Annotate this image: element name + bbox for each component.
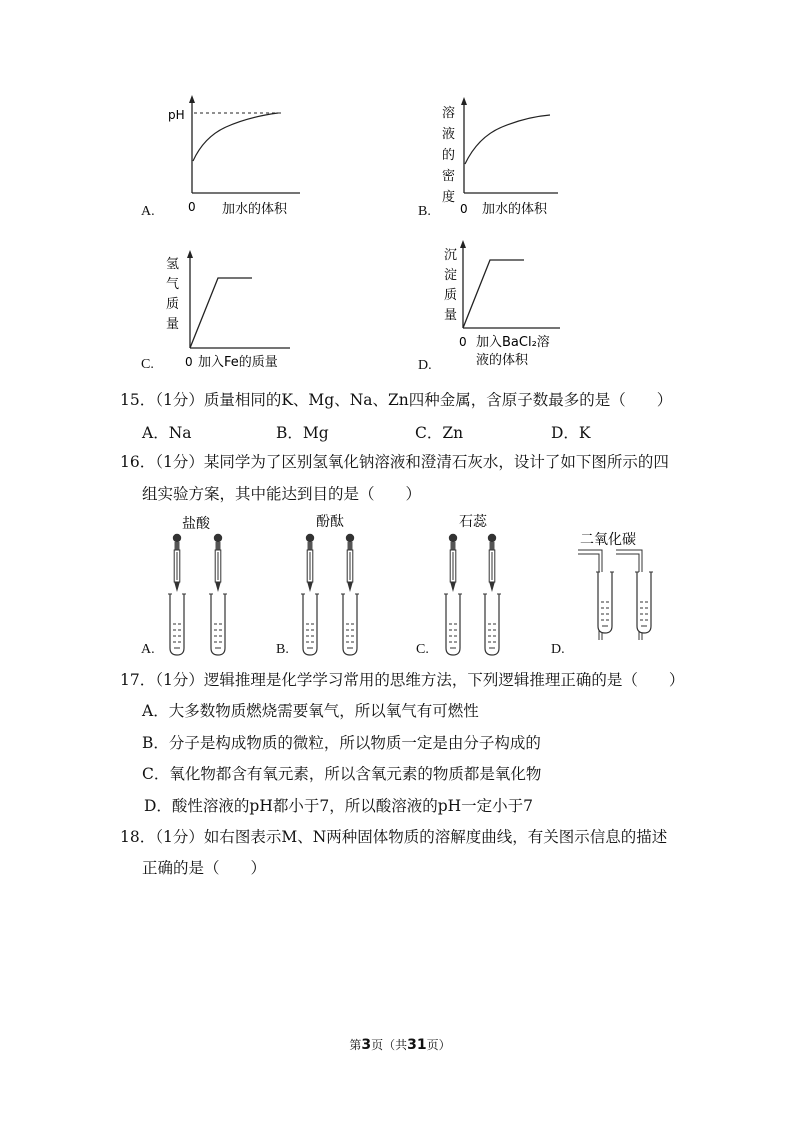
graph-d-x-label-line-2: 液的体积 [476, 353, 529, 368]
footer-total-pages: 31 [407, 1037, 427, 1053]
option-c-letter: C. [141, 357, 154, 372]
graph-b-y-label-char-1: 溶 [442, 106, 456, 121]
setup-c-reagent-label: 石蕊 [459, 514, 487, 530]
page-footer [0, 1036, 800, 1053]
graph-b-y-label-char-3: 的 [442, 148, 456, 163]
setup-b-dropper-left [306, 534, 314, 592]
setup-c-tube-left [444, 594, 462, 655]
question-15-option-d: D．K [551, 424, 591, 442]
question-17-option-c: C．氧化物都含有氧元素，所以含氧元素的物质都是氧化物 [142, 765, 542, 783]
graph-b [438, 97, 568, 220]
question-17-stem: 17．（1分）逻辑推理是化学学习常用的思维方法，下列逻辑推理正确的是（ ） [120, 671, 685, 689]
setup-a-diagram [150, 512, 250, 662]
graph-c-y-label-char-1: 氢 [166, 257, 180, 272]
graph-b-origin: 0 [460, 202, 468, 216]
graph-a [160, 95, 310, 220]
graph-b-y-label-char-4: 密 [442, 169, 456, 184]
setup-a-tube-right [209, 594, 227, 655]
setup-c-dropper-left [449, 534, 457, 592]
graph-c-y-label [166, 257, 183, 332]
graph-d [438, 240, 588, 380]
setup-b-reagent-label: 酚酞 [316, 514, 344, 530]
setup-d-tube-left [596, 572, 614, 633]
setup-b-dropper-right [346, 534, 354, 592]
question-15-option-c: C．Zn [415, 424, 464, 442]
graph-c-y-label-char-3: 质 [166, 297, 180, 312]
graph-d-y-label-char-4: 量 [444, 308, 458, 323]
option-d-letter: D. [418, 358, 432, 373]
setup-b-letter: B. [276, 642, 289, 657]
setup-c-letter: C. [416, 642, 429, 657]
graph-d-y-label-char-3: 质 [444, 288, 458, 303]
setup-a-reagent-label: 盐酸 [182, 516, 210, 532]
setup-d-tube-right [635, 572, 653, 633]
footer-prefix: 第 [349, 1038, 362, 1052]
graph-c-origin: 0 [185, 355, 193, 369]
question-17-option-b: B．分子是构成物质的微粒，所以物质一定是由分子构成的 [142, 734, 541, 752]
setup-c-diagram [425, 508, 525, 662]
option-b-letter: B. [418, 204, 431, 219]
setup-a-tube-left [168, 594, 186, 655]
question-15-stem: 15．（1分）质量相同的K、Mg、Na、Zn四种金属，含原子数最多的是（ ） [120, 391, 673, 409]
setup-d-diagram [570, 528, 670, 662]
graph-b-y-label-char-2: 液 [442, 127, 456, 142]
question-15-option-a: A．Na [142, 424, 192, 442]
question-15-option-b: B．Mg [276, 424, 329, 442]
graph-d-y-label-char-1: 沉 [444, 248, 458, 263]
setup-c-dropper-right [488, 534, 496, 592]
question-18-stem-line-1: 18．（1分）如右图表示M、N两种固体物质的溶解度曲线，有关图示信息的描述 [120, 828, 668, 846]
question-16-stem-line-1: 16．（1分）某同学为了区别氢氧化钠溶液和澄清石灰水，设计了如下图所示的四 [120, 453, 669, 471]
graph-c [160, 250, 310, 372]
graph-a-x-label: 加水的体积 [222, 202, 288, 217]
footer-middle: 页（共 [371, 1038, 408, 1052]
setup-c-tube-right [483, 594, 501, 655]
question-18-stem-line-2: 正确的是（ ） [142, 859, 267, 877]
question-17-option-d: D．酸性溶液的pH都小于7，所以酸溶液的pH一定小于7 [144, 797, 534, 815]
setup-a-dropper-right [214, 534, 222, 592]
graph-b-y-label-char-5: 度 [442, 190, 456, 205]
graph-c-y-label-char-2: 气 [166, 277, 180, 292]
graph-c-line [190, 278, 252, 348]
setup-b-tube-left [301, 594, 319, 655]
graph-d-y-arrow [460, 240, 466, 248]
graph-c-y-label-char-4: 量 [166, 317, 180, 332]
setup-d-letter: D. [551, 642, 565, 657]
footer-page-number: 3 [361, 1037, 372, 1053]
graph-d-x-label-line-1: 加入BaCl₂溶 [476, 335, 550, 350]
graph-c-y-arrow [187, 250, 193, 258]
setup-a-dropper-left [173, 534, 181, 592]
setup-b-tube-right [341, 594, 359, 655]
graph-b-x-label: 加水的体积 [482, 202, 548, 217]
graph-a-y-arrow [189, 95, 195, 103]
graph-b-y-label [442, 105, 459, 205]
question-16-stem-line-2: 组实验方案，其中能达到目的是（ ） [142, 485, 422, 503]
option-a-letter: A. [141, 204, 155, 219]
setup-d-reagent-label: 二氧化碳 [580, 532, 636, 548]
setup-a-letter: A. [141, 642, 155, 657]
graph-c-x-label: 加入Fe的质量 [198, 355, 278, 370]
graph-d-origin: 0 [459, 335, 467, 349]
graph-d-y-label-char-2: 淀 [444, 268, 458, 283]
graph-d-line [463, 260, 524, 328]
setup-b-diagram [286, 508, 386, 662]
graph-b-curve [465, 115, 550, 164]
graph-a-y-label: pH [168, 108, 185, 122]
graph-b-y-arrow [461, 97, 467, 105]
graph-a-origin: 0 [188, 200, 196, 214]
graph-a-curve [193, 113, 278, 161]
graph-d-y-label [444, 248, 461, 323]
footer-suffix: 页） [426, 1038, 451, 1052]
question-17-option-a: A．大多数物质燃烧需要氧气，所以氧气有可燃性 [142, 702, 479, 720]
